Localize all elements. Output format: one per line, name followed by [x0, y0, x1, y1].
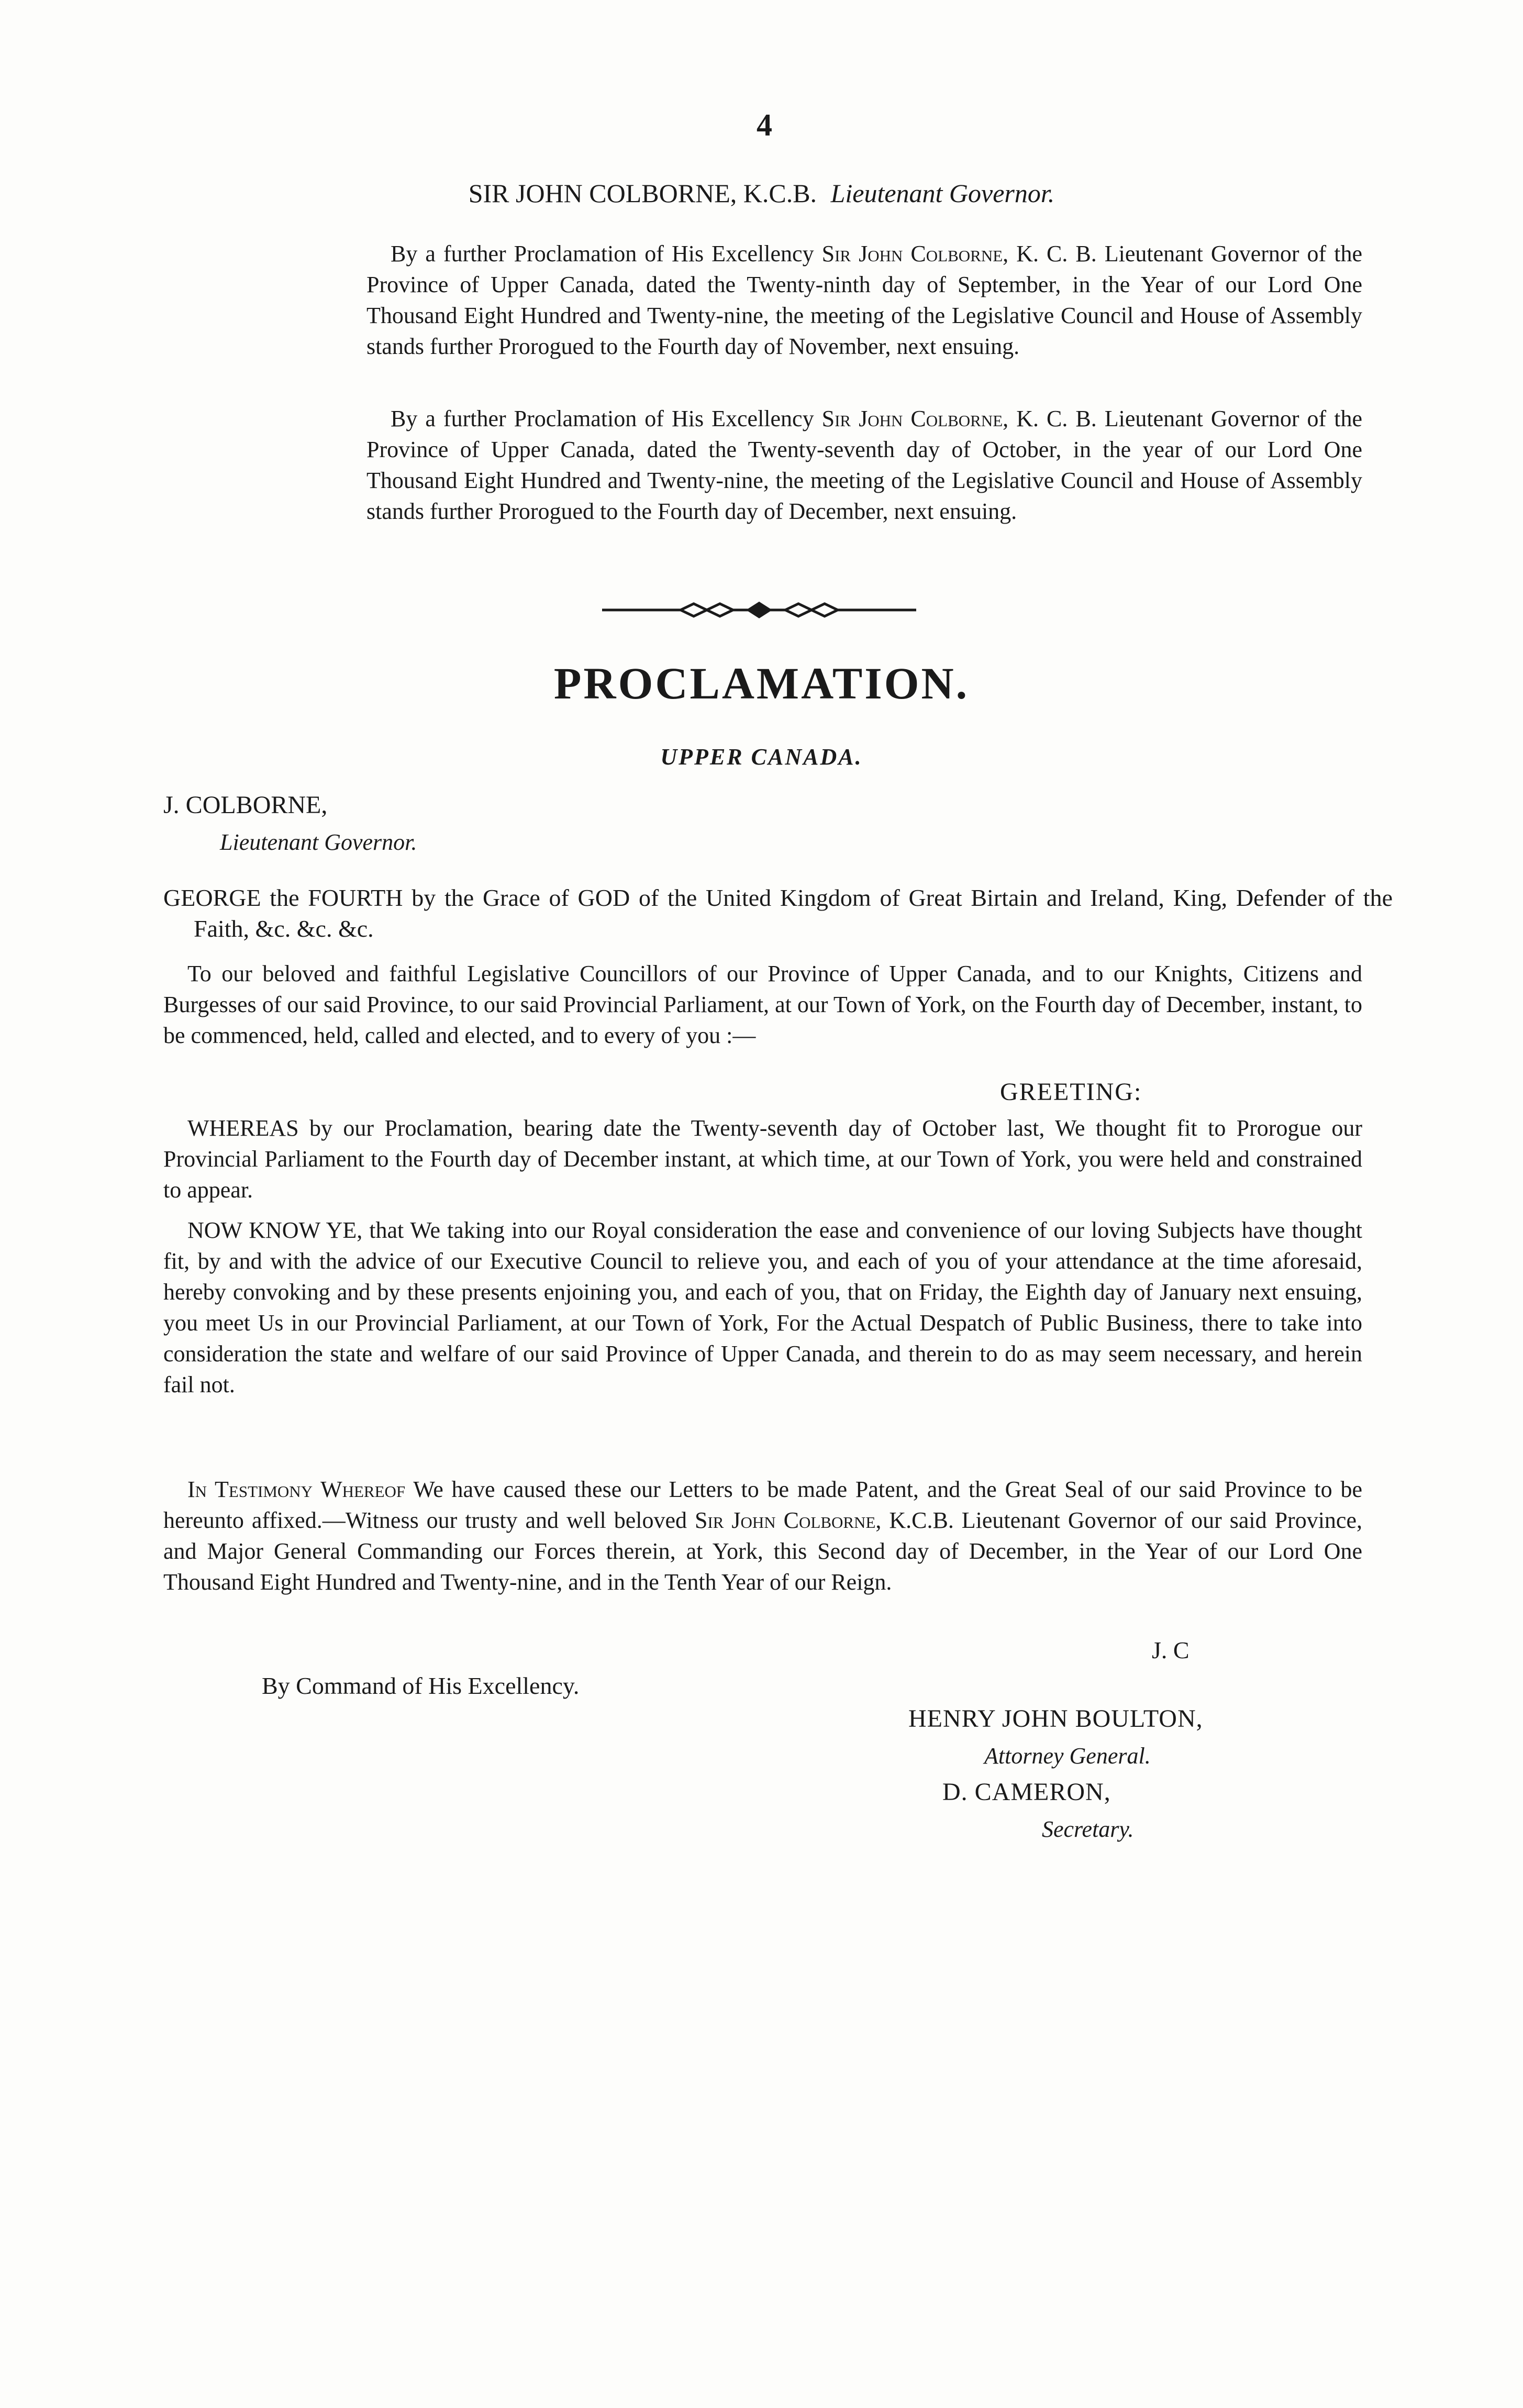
attorney-name: HENRY JOHN BOULTON,: [908, 1705, 1203, 1733]
initials: J. C: [1152, 1637, 1190, 1663]
page-number: 4: [757, 108, 772, 142]
notice-lead: By a further Proclamation of His Excellency: [391, 406, 822, 431]
address: To our beloved and faithful Legislative Councillors of our Province of Upper Canada, and to our Knights, Citizens and Burgesses of our said Province, to our said Provincial Parliament, at our Town of York, on the Fourth day of December, instant, to be commenced, held, called and elected, and to every of you :—: [163, 961, 1362, 1048]
by-command: By Command of His Excellency.: [262, 1672, 580, 1699]
testimony-body: We have caused these our Letters to be made Patent, and the Great Seal of our said Province to be hereunto affixed.—Witness our trusty and well beloved: [163, 1477, 1362, 1533]
notice-name: Sir John Colborne: [821, 241, 1003, 267]
notice-name: Sir John Colborne: [821, 406, 1003, 431]
whereas-paragraph: WHEREAS by our Proclamation, bearing date the Twenty-seventh day of October last, We thought fit to Prorogue our Provincial Parliament to the Fourth day of December instant, at which time, at our Town of York, you were held and constrained to appear.: [163, 1115, 1362, 1203]
preamble: GEORGE the FOURTH by the Grace of GOD of the United Kingdom of Great Birtain and Ireland, King, Defender of the Faith, &c. &c. &c.: [163, 884, 1393, 942]
testimony-lead: In Testimony Whereof: [187, 1477, 406, 1502]
greeting: GREETING:: [1000, 1078, 1142, 1106]
proclamation-subtitle: UPPER CANADA.: [660, 744, 863, 770]
notice-2: [366, 403, 1362, 527]
secretary-title: Secretary.: [1042, 1816, 1134, 1842]
now-know-paragraph: NOW KNOW YE, that We taking into our Royal consideration the ease and convenience of our loving Subjects have thought fit, by and with the advice of our Executive Council to relieve you, and each of you of your attendance at the time aforesaid, hereby convoking and by these presents enjoining you, and each of you, that on Friday, the Eighth day of January next ensuing, you meet Us in our Provincial Parliament, at our Town of York, For the Actual Despatch of Public Business, there to take into consideration the state and welfare of our said Province of Upper Canada, and therein to do as may seem necessary, and herein fail not.: [163, 1217, 1362, 1397]
signer-name: J. COLBORNE,: [163, 791, 328, 819]
header-name: SIR JOHN COLBORNE, K.C.B.: [468, 179, 817, 208]
attorney-title: Attorney General.: [984, 1743, 1151, 1769]
proclamation-title: PROCLAMATION.: [553, 658, 970, 708]
secretary-name: D. CAMERON,: [942, 1778, 1111, 1806]
notice-1: [366, 238, 1362, 362]
testimony-body-end: , K.C.B. Lieutenant Governor of our said Province, and Major General Commanding our Forces therein, at York, this Second day of December, in the Year of our Lord One Thousand Eight Hundred and Twenty-nine, and in the Tenth Year of our Reign.: [163, 1507, 1362, 1595]
notice-tail: , K. C. B. Lieutenant Governor of the Province of Upper Canada, dated the Twenty-ninth day of September, in the Year of our Lord One Thousand Eight Hundred and Twenty-nine, the meeting of the Legislative Council and House of Assembly stands further Prorogued to the Fourth day of November, next ensuing.: [366, 241, 1362, 359]
header-title: Lieutenant Governor.: [830, 179, 1055, 208]
header: [0, 178, 1523, 208]
signer-title: Lieutenant Governor.: [220, 829, 417, 855]
divider-ornament: [597, 594, 921, 626]
testimony-paragraph: [163, 1474, 1362, 1597]
notice-lead: By a further Proclamation of His Excellency: [391, 241, 822, 267]
testimony-name: Sir John Colborne: [694, 1507, 876, 1533]
notice-tail: , K. C. B. Lieutenant Governor of the Province of Upper Canada, dated the Twenty-seventh day of October, in the year of our Lord One Thousand Eight Hundred and Twenty-nine, the meeting of the Legislative Council and House of Assembly stands further Prorogued to the Fourth day of December, next ensuing.: [366, 406, 1362, 524]
